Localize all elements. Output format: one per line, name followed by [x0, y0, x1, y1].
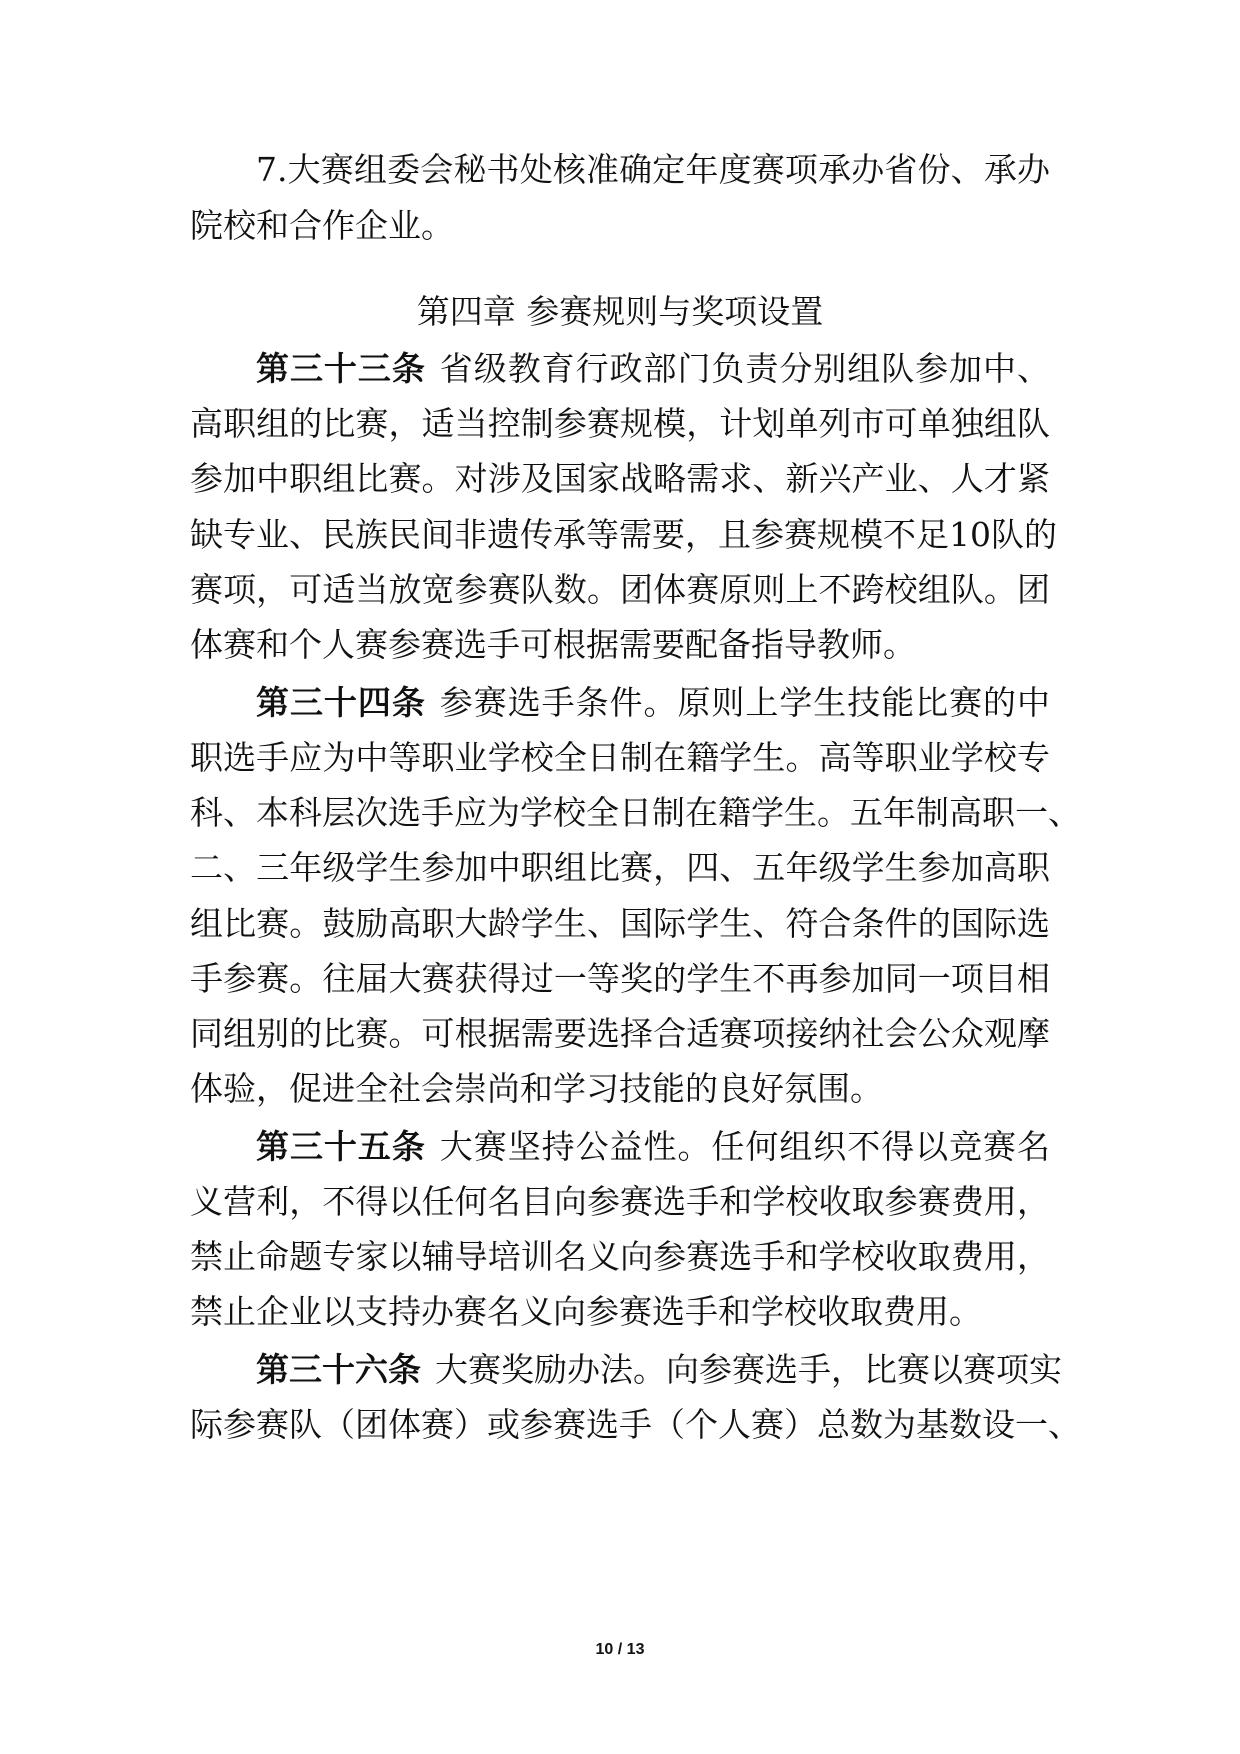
chapter-title: 第四章 参赛规则与奖项设置: [416, 292, 824, 331]
article-34-line-4: 二、三年级学生参加中职组比赛，四、五年级学生参加高职: [190, 848, 1050, 887]
article-35-line-4: 禁止企业以支持办赛名义向参赛选手和学校收取费用。: [190, 1292, 982, 1331]
article-34-line-1: 参赛选手条件。原则上学生技能比赛的中: [439, 683, 1051, 722]
article-33-line-1: 省级教育行政部门负责分别组队参加中、: [439, 349, 1051, 388]
article-34-label: 第三十四条: [256, 683, 426, 722]
article-34-first-line: [256, 681, 1050, 725]
article-33-line-6: 体赛和个人赛参赛选手可根据需要配备指导教师。: [190, 625, 916, 664]
article-34-line-2: 职选手应为中等职业学校全日制在籍学生。高等职业学校专: [190, 738, 1050, 777]
article-35-line-1: 大赛坚持公益性。任何组织不得以竞赛名: [439, 1127, 1051, 1166]
article-35-first-line: [256, 1125, 1050, 1169]
item7-line-1: 7.大赛组委会秘书处核准确定年度赛项承办省份、承办: [256, 150, 1050, 189]
article-34-line-3: 科、本科层次选手应为学校全日制在籍学生。五年制高职一、: [190, 793, 1081, 832]
article-35-line-2: 义营利，不得以任何名目向参赛选手和学校收取参赛费用，: [190, 1182, 1050, 1221]
article-34-line-5: 组比赛。鼓励高职大龄学生、国际学生、符合条件的国际选: [190, 904, 1050, 943]
article-36-label: 第三十六条: [256, 1350, 421, 1389]
item7-line-2: 院校和合作企业。: [190, 206, 454, 245]
article-34-line-6: 手参赛。往届大赛获得过一等奖的学生不再参加同一项目相: [190, 959, 1050, 998]
article-34-line-7: 同组别的比赛。可根据需要选择合适赛项接纳社会公众观摩: [190, 1014, 1050, 1053]
article-33-line-4: 缺专业、民族民间非遗传承等需要，且参赛规模不足10队的: [190, 515, 1057, 554]
article-34-line-8: 体验，促进全社会崇尚和学习技能的良好氛围。: [190, 1069, 883, 1108]
article-33-label: 第三十三条: [256, 349, 426, 388]
article-36-line-1: 大赛奖励办法。向参赛选手，比赛以赛项实: [435, 1350, 1062, 1389]
article-33-line-3: 参加中职组比赛。对涉及国家战略需求、新兴产业、人才紧: [190, 459, 1050, 498]
article-35-label: 第三十五条: [256, 1127, 426, 1166]
article-36-first-line: [256, 1348, 1062, 1392]
article-33-first-line: [256, 347, 1050, 391]
article-36-line-2: 际参赛队（团体赛）或参赛选手（个人赛）总数为基数设一、: [190, 1405, 1081, 1444]
page-number: 10 / 13: [595, 1641, 645, 1658]
article-33-line-5: 赛项，可适当放宽参赛队数。团体赛原则上不跨校组队。团: [190, 570, 1050, 609]
article-35-line-3: 禁止命题专家以辅导培训名义向参赛选手和学校收取费用，: [190, 1237, 1050, 1276]
article-33-line-2: 高职组的比赛，适当控制参赛规模，计划单列市可单独组队: [190, 404, 1050, 443]
